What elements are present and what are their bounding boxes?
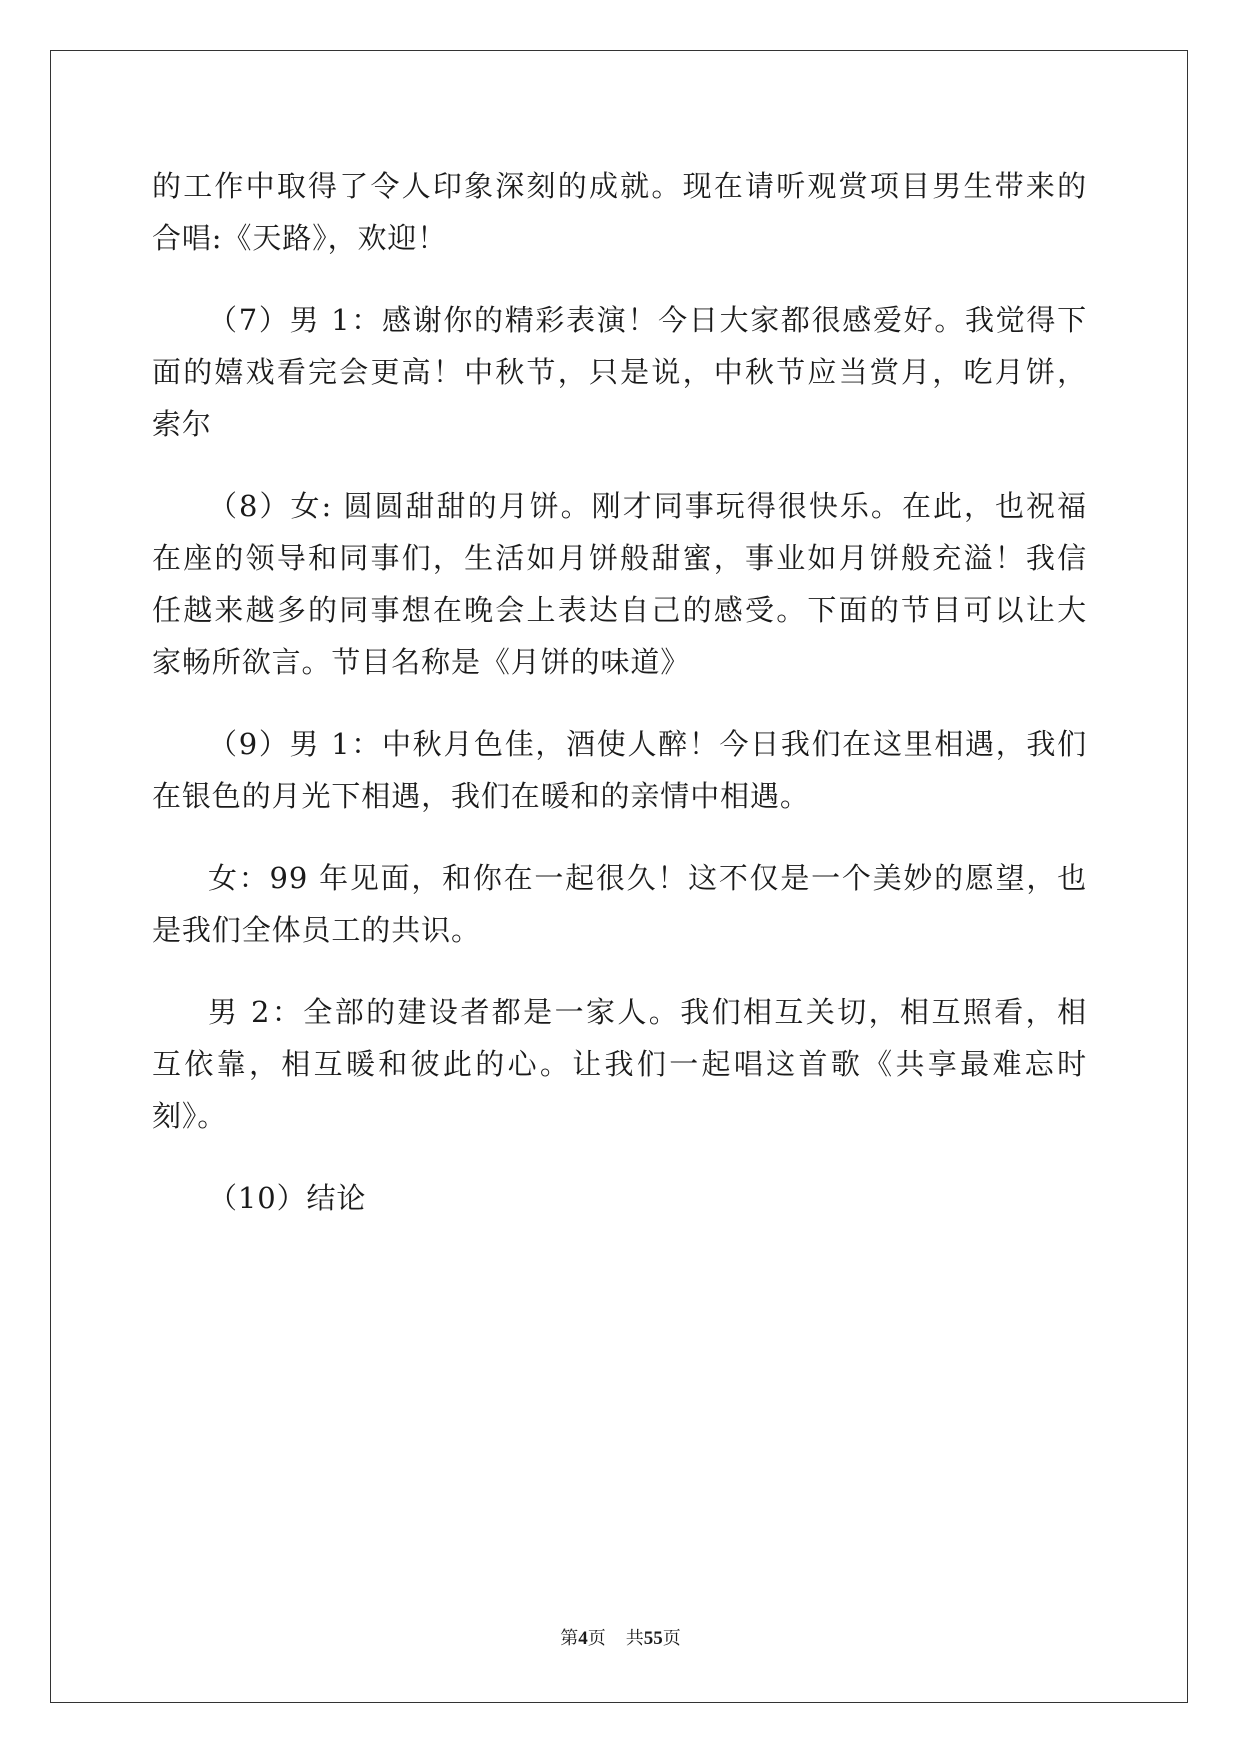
text-line: （8）女: 圆圆甜甜的月饼。刚才同事玩得很快乐。在此，也祝福 [208, 489, 1087, 523]
paragraph [152, 852, 1087, 956]
text-line: 刻》。 [152, 1099, 228, 1133]
text-line: 是我们全体员工的共识。 [152, 913, 481, 947]
paragraph [152, 718, 1087, 822]
text-line: 面的嬉戏看完会更高！中秋节，只是说，中秋节应当赏月，吃月饼， [152, 355, 1087, 389]
text-line: 互依靠，相互暖和彼此的心。让我们一起唱这首歌《共享最难忘时 [152, 1047, 1087, 1081]
paragraph [152, 160, 1087, 264]
page-footer [0, 1624, 1241, 1650]
text-line: 的工作中取得了令人印象深刻的成就。现在请听观赏项目男生带来的 [152, 169, 1087, 203]
total-pages: 55 [643, 1628, 663, 1649]
total-suffix: 页 [662, 1628, 681, 1649]
text-line: 男 2：全部的建设者都是一家人。我们相互关切，相互照看，相 [208, 995, 1087, 1029]
paragraph [152, 480, 1087, 688]
total-prefix: 共 [625, 1628, 644, 1649]
text-line: 在银色的月光下相遇，我们在暖和的亲情中相遇。 [152, 779, 810, 813]
paragraph [152, 986, 1087, 1142]
paragraph [152, 1172, 1087, 1224]
text-line: （7）男 1：感谢你的精彩表演！今日大家都很感爱好。我觉得下 [208, 303, 1087, 337]
page-suffix: 页 [587, 1628, 606, 1649]
text-line: 索尔 [152, 407, 212, 441]
text-line: 在座的领导和同事们，生活如月饼般甜蜜，事业如月饼般充溢！我信 [152, 541, 1087, 575]
page-number: 4 [578, 1628, 588, 1649]
text-line: 女：99 年见面，和你在一起很久！这不仅是一个美妙的愿望，也 [208, 861, 1087, 895]
page-prefix: 第 [560, 1628, 579, 1649]
text-line: 家畅所欲言。节目名称是《月饼的味道》 [152, 645, 691, 679]
document-body [152, 160, 1087, 1224]
text-line: 任越来越多的同事想在晚会上表达自己的感受。下面的节目可以让大 [152, 593, 1087, 627]
text-line: （10）结论 [208, 1181, 367, 1215]
text-line: 合唱:《天路》，欢迎！ [152, 221, 448, 255]
text-line: （9）男 1：中秋月色佳，酒使人醉！今日我们在这里相遇，我们 [208, 727, 1087, 761]
paragraph [152, 294, 1087, 450]
